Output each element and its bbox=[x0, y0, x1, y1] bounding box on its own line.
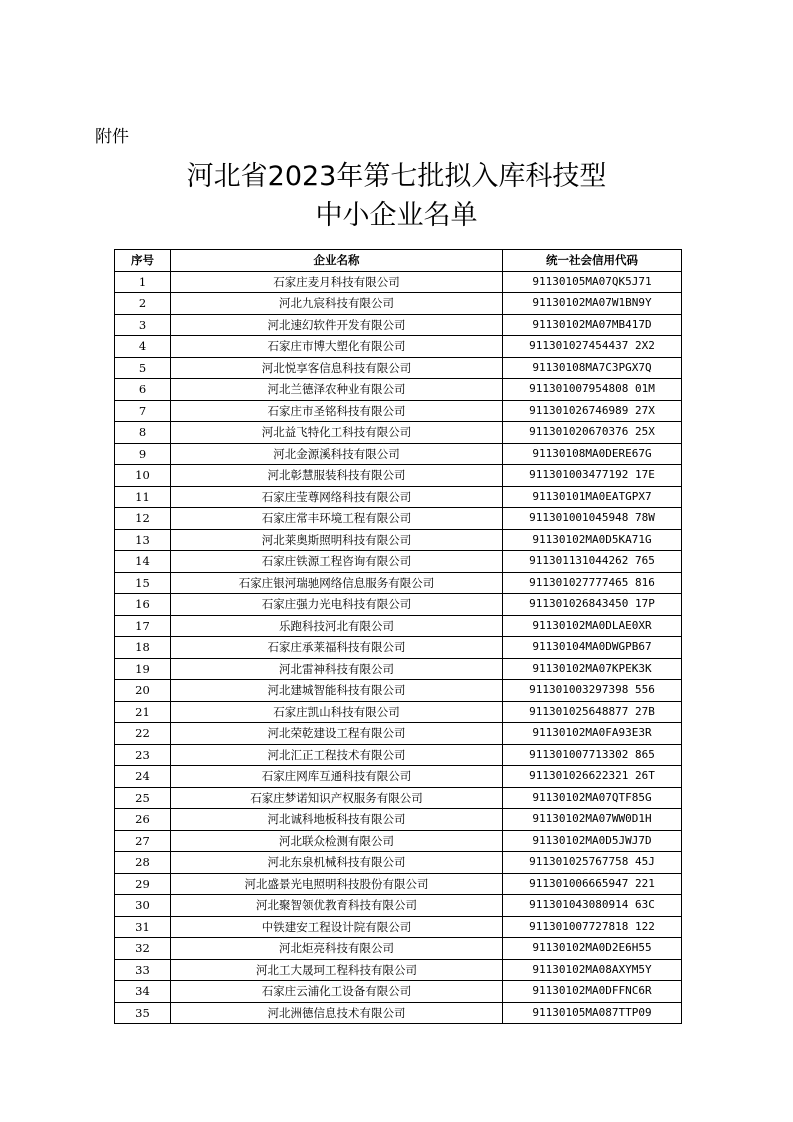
credit-code: 91130102MA07QTF85G bbox=[503, 787, 682, 809]
table-row bbox=[115, 981, 682, 1003]
table-row bbox=[115, 852, 682, 874]
credit-code: 91130102MA0D5KA71G bbox=[503, 529, 682, 551]
credit-code: 91130108MA0DERE67G bbox=[503, 443, 682, 465]
credit-code: 911301007727818 122 bbox=[503, 916, 682, 938]
row-index: 33 bbox=[115, 959, 171, 981]
credit-code: 911301007713302 865 bbox=[503, 744, 682, 766]
company-name: 河北速幻软件开发有限公司 bbox=[171, 314, 503, 336]
row-index: 8 bbox=[115, 422, 171, 444]
credit-code: 911301027454437 2X2 bbox=[503, 336, 682, 358]
credit-code: 911301001045948 78W bbox=[503, 508, 682, 530]
credit-code: 91130105MA087TTP09 bbox=[503, 1002, 682, 1024]
row-index: 20 bbox=[115, 680, 171, 702]
credit-code: 91130102MA08AXYM5Y bbox=[503, 959, 682, 981]
company-name: 河北益飞特化工科技有限公司 bbox=[171, 422, 503, 444]
table-row bbox=[115, 293, 682, 315]
row-index: 21 bbox=[115, 701, 171, 723]
row-index: 28 bbox=[115, 852, 171, 874]
company-name: 石家庄网库互通科技有限公司 bbox=[171, 766, 503, 788]
table-body bbox=[115, 271, 682, 1024]
table-row bbox=[115, 766, 682, 788]
credit-code: 91130101MA0EATGPX7 bbox=[503, 486, 682, 508]
table-row bbox=[115, 422, 682, 444]
company-name: 石家庄莹尊网络科技有限公司 bbox=[171, 486, 503, 508]
company-name: 中铁建安工程设计院有限公司 bbox=[171, 916, 503, 938]
row-index: 1 bbox=[115, 271, 171, 293]
table-row bbox=[115, 873, 682, 895]
row-index: 31 bbox=[115, 916, 171, 938]
credit-code: 911301025767758 45J bbox=[503, 852, 682, 874]
table-row bbox=[115, 594, 682, 616]
table-row bbox=[115, 637, 682, 659]
row-index: 14 bbox=[115, 551, 171, 573]
table-row bbox=[115, 959, 682, 981]
credit-code: 91130105MA07QK5J71 bbox=[503, 271, 682, 293]
company-name: 石家庄凯山科技有限公司 bbox=[171, 701, 503, 723]
company-name: 石家庄市博大塑化有限公司 bbox=[171, 336, 503, 358]
row-index: 9 bbox=[115, 443, 171, 465]
row-index: 17 bbox=[115, 615, 171, 637]
company-name: 河北九宸科技有限公司 bbox=[171, 293, 503, 315]
company-name: 石家庄强力光电科技有限公司 bbox=[171, 594, 503, 616]
row-index: 19 bbox=[115, 658, 171, 680]
table-row bbox=[115, 314, 682, 336]
credit-code: 911301026746989 27X bbox=[503, 400, 682, 422]
row-index: 30 bbox=[115, 895, 171, 917]
table-row bbox=[115, 443, 682, 465]
header-company-name: 企业名称 bbox=[171, 250, 503, 272]
row-index: 16 bbox=[115, 594, 171, 616]
company-name: 河北联众检测有限公司 bbox=[171, 830, 503, 852]
credit-code: 91130102MA0D5JWJ7D bbox=[503, 830, 682, 852]
company-name: 河北悦享客信息科技有限公司 bbox=[171, 357, 503, 379]
row-index: 23 bbox=[115, 744, 171, 766]
row-index: 13 bbox=[115, 529, 171, 551]
company-name: 河北东泉机械科技有限公司 bbox=[171, 852, 503, 874]
row-index: 34 bbox=[115, 981, 171, 1003]
table-row bbox=[115, 701, 682, 723]
row-index: 22 bbox=[115, 723, 171, 745]
table-row bbox=[115, 723, 682, 745]
page-title-line2: 中小企业名单 bbox=[315, 200, 478, 231]
table-row bbox=[115, 400, 682, 422]
credit-code: 91130102MA07WW0D1H bbox=[503, 809, 682, 831]
row-index: 10 bbox=[115, 465, 171, 487]
company-name: 石家庄承莱福科技有限公司 bbox=[171, 637, 503, 659]
credit-code: 91130104MA0DWGPB67 bbox=[503, 637, 682, 659]
table-row bbox=[115, 809, 682, 831]
company-name: 石家庄银河瑞驰网络信息服务有限公司 bbox=[171, 572, 503, 594]
company-name: 河北炬亮科技有限公司 bbox=[171, 938, 503, 960]
row-index: 4 bbox=[115, 336, 171, 358]
credit-code: 911301003297398 556 bbox=[503, 680, 682, 702]
table-row bbox=[115, 615, 682, 637]
company-name: 石家庄梦诺知识产权服务有限公司 bbox=[171, 787, 503, 809]
attachment-label: 附件 bbox=[95, 127, 129, 147]
table-row bbox=[115, 336, 682, 358]
company-name: 河北盛景光电照明科技股份有限公司 bbox=[171, 873, 503, 895]
row-index: 32 bbox=[115, 938, 171, 960]
row-index: 27 bbox=[115, 830, 171, 852]
credit-code: 91130102MA07W1BN9Y bbox=[503, 293, 682, 315]
row-index: 5 bbox=[115, 357, 171, 379]
table-row bbox=[115, 830, 682, 852]
company-name: 河北荣乾建设工程有限公司 bbox=[171, 723, 503, 745]
row-index: 7 bbox=[115, 400, 171, 422]
row-index: 18 bbox=[115, 637, 171, 659]
credit-code: 911301006665947 221 bbox=[503, 873, 682, 895]
table-row bbox=[115, 271, 682, 293]
table-row bbox=[115, 465, 682, 487]
company-name: 石家庄常丰环境工程有限公司 bbox=[171, 508, 503, 530]
company-name: 石家庄云浦化工设备有限公司 bbox=[171, 981, 503, 1003]
credit-code: 911301025648877 27B bbox=[503, 701, 682, 723]
company-name: 石家庄铁源工程咨询有限公司 bbox=[171, 551, 503, 573]
table-row bbox=[115, 551, 682, 573]
company-name: 河北聚智领优教育科技有限公司 bbox=[171, 895, 503, 917]
credit-code: 91130102MA0FA93E3R bbox=[503, 723, 682, 745]
row-index: 24 bbox=[115, 766, 171, 788]
row-index: 2 bbox=[115, 293, 171, 315]
table-row bbox=[115, 529, 682, 551]
credit-code: 91130102MA07KPEK3K bbox=[503, 658, 682, 680]
company-name: 河北工大晟珂工程科技有限公司 bbox=[171, 959, 503, 981]
table-row bbox=[115, 1002, 682, 1024]
company-name: 河北兰德泽农种业有限公司 bbox=[171, 379, 503, 401]
company-name: 河北金源溪科技有限公司 bbox=[171, 443, 503, 465]
company-name: 石家庄麦月科技有限公司 bbox=[171, 271, 503, 293]
table-row bbox=[115, 486, 682, 508]
enterprise-table bbox=[114, 249, 682, 1024]
company-name: 乐跑科技河北有限公司 bbox=[171, 615, 503, 637]
row-index: 6 bbox=[115, 379, 171, 401]
credit-code: 911301027777465 816 bbox=[503, 572, 682, 594]
table-row bbox=[115, 787, 682, 809]
table-row bbox=[115, 938, 682, 960]
credit-code: 911301020670376 25X bbox=[503, 422, 682, 444]
row-index: 29 bbox=[115, 873, 171, 895]
credit-code: 91130102MA0D2E6H55 bbox=[503, 938, 682, 960]
credit-code: 911301026843450 17P bbox=[503, 594, 682, 616]
company-name: 石家庄市圣铭科技有限公司 bbox=[171, 400, 503, 422]
row-index: 11 bbox=[115, 486, 171, 508]
credit-code: 911301003477192 17E bbox=[503, 465, 682, 487]
table-row bbox=[115, 508, 682, 530]
table-row bbox=[115, 658, 682, 680]
row-index: 26 bbox=[115, 809, 171, 831]
company-name: 河北诚科地板科技有限公司 bbox=[171, 809, 503, 831]
credit-code: 911301026622321 26T bbox=[503, 766, 682, 788]
table-row bbox=[115, 680, 682, 702]
page-title-line1: 河北省2023年第七批拟入库科技型 bbox=[186, 161, 607, 192]
credit-code: 911301007954808 01M bbox=[503, 379, 682, 401]
table-row bbox=[115, 572, 682, 594]
credit-code: 911301043080914 63C bbox=[503, 895, 682, 917]
credit-code: 91130102MA0DFFNC6R bbox=[503, 981, 682, 1003]
table-header-row bbox=[115, 250, 682, 272]
company-name: 河北雷神科技有限公司 bbox=[171, 658, 503, 680]
company-name: 河北汇正工程技术有限公司 bbox=[171, 744, 503, 766]
company-name: 河北建城智能科技有限公司 bbox=[171, 680, 503, 702]
credit-code: 91130108MA7C3PGX7Q bbox=[503, 357, 682, 379]
company-name: 河北洲德信息技术有限公司 bbox=[171, 1002, 503, 1024]
credit-code: 911301131044262 765 bbox=[503, 551, 682, 573]
header-credit-code: 统一社会信用代码 bbox=[503, 250, 682, 272]
credit-code: 91130102MA07MB417D bbox=[503, 314, 682, 336]
company-name: 河北莱奥斯照明科技有限公司 bbox=[171, 529, 503, 551]
header-index: 序号 bbox=[115, 250, 171, 272]
row-index: 15 bbox=[115, 572, 171, 594]
table-row bbox=[115, 744, 682, 766]
row-index: 25 bbox=[115, 787, 171, 809]
table-row bbox=[115, 895, 682, 917]
company-name: 河北彰慧服装科技有限公司 bbox=[171, 465, 503, 487]
row-index: 3 bbox=[115, 314, 171, 336]
table-row bbox=[115, 357, 682, 379]
table-row bbox=[115, 916, 682, 938]
row-index: 12 bbox=[115, 508, 171, 530]
credit-code: 91130102MA0DLAE0XR bbox=[503, 615, 682, 637]
table-row bbox=[115, 379, 682, 401]
row-index: 35 bbox=[115, 1002, 171, 1024]
